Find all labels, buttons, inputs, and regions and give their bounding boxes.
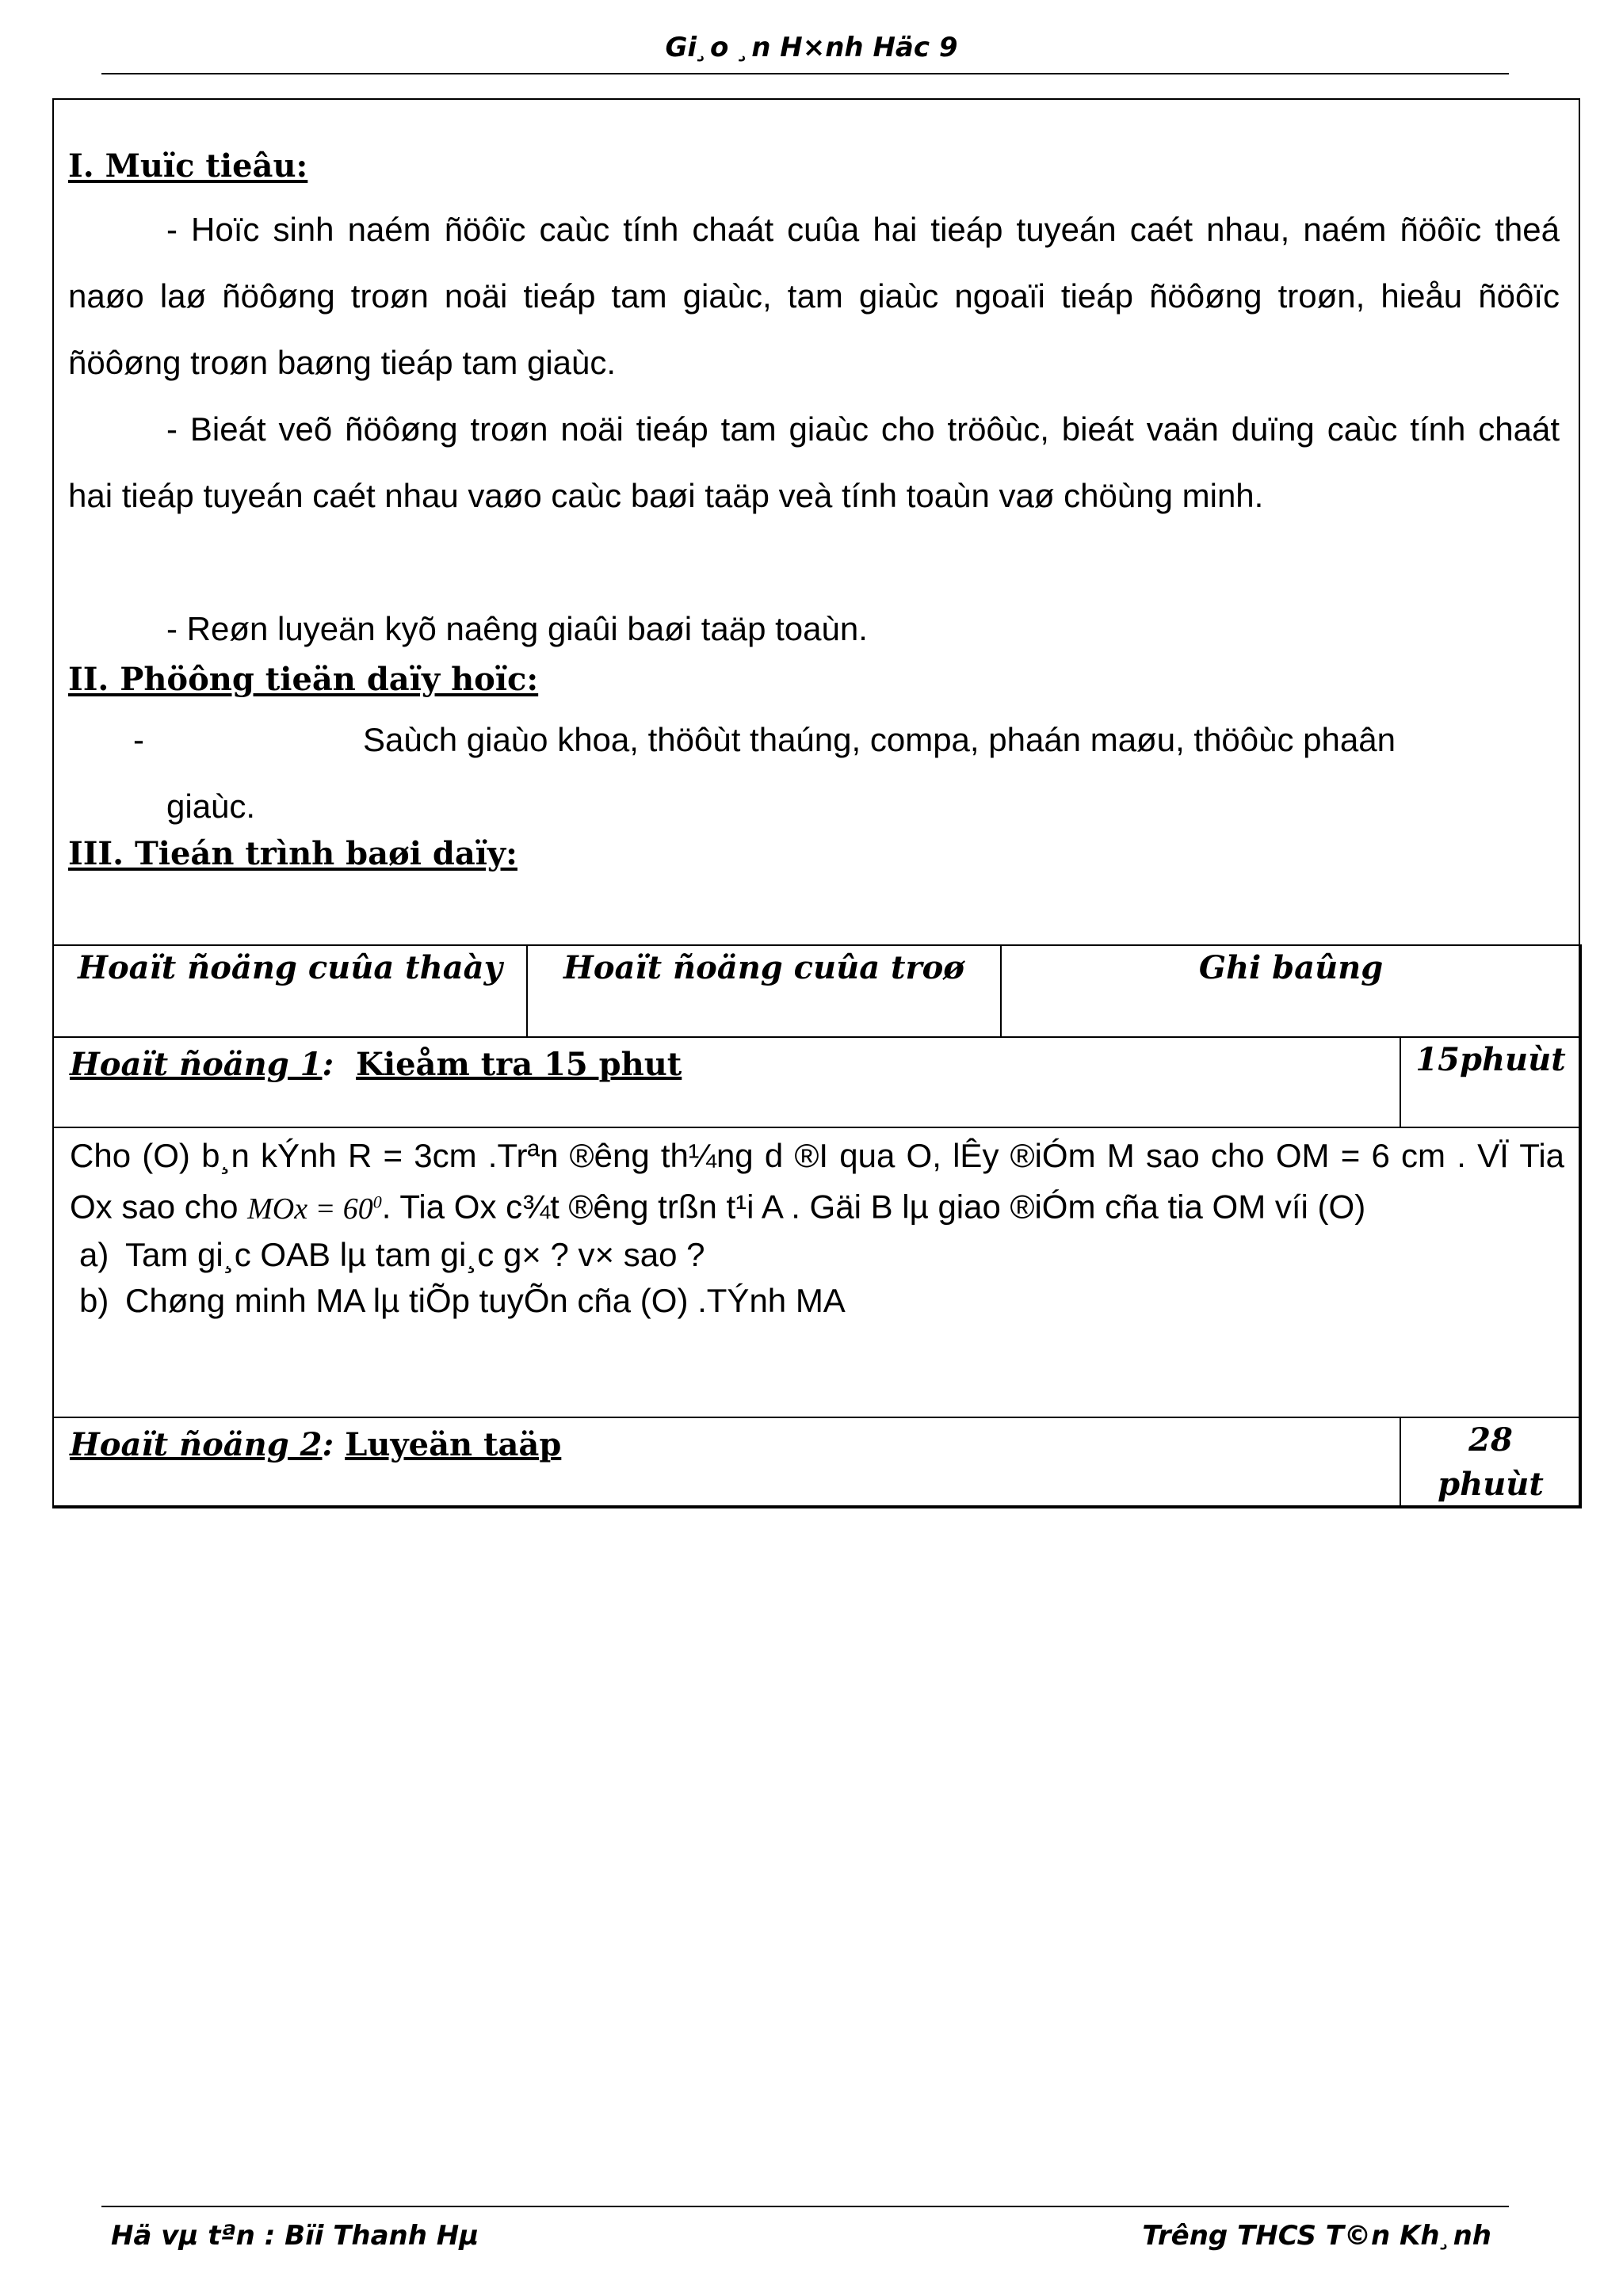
- col-header-student: Hoaït ñoäng cuûa troø: [527, 945, 1001, 1037]
- activity-2-name: Luyeän taäp: [345, 1426, 562, 1463]
- activity-1-label: Hoaït ñoäng 1: [70, 1046, 323, 1083]
- activity-1-time: 15phuùt: [1400, 1037, 1581, 1127]
- section-procedure-heading: III. Tieán trình baøi daïy:: [68, 835, 517, 872]
- activity-1-title: [53, 1037, 1400, 1127]
- activity-1-separator: :: [322, 1046, 334, 1083]
- objectives-paragraph-3: - Reøn luyeän kyõ naêng giaûi baøi taäp toaùn.: [166, 610, 868, 647]
- activity-2-title: [53, 1417, 1400, 1508]
- activity-2-separator: :: [322, 1426, 334, 1463]
- footer-school: Trêng THCS T©n Kh¸nh: [1142, 2220, 1491, 2252]
- col-header-board: Ghi baûng: [1001, 945, 1581, 1037]
- quiz-intro-text-2: . Tia Ox c¾t ®êng trßn t¹i A . Gäi B lµ giao ®iÓm cña tia OM víi (O): [381, 1188, 1366, 1226]
- activity-1-name: Kieåm tra 15 phut: [356, 1046, 682, 1083]
- section-objectives-heading: I. Muïc tieâu:: [68, 147, 308, 185]
- col-header-teacher: Hoaït ñoäng cuûa thaày: [53, 945, 527, 1037]
- objectives-paragraph-2: - Bieát veõ ñöôøng troøn noäi tieáp tam giaùc cho tröôùc, bieát vaän duïng caùc tính chaát hai tieáp tuyeán caét nhau vaøo caùc baøi taäp veà tính toaùn vaø chöùng minh.: [68, 410, 1560, 514]
- quiz-problem-statement: [70, 1133, 1564, 1232]
- angle-formula: MOx = $60^0$: [247, 1192, 382, 1226]
- quiz-problem: [53, 1127, 1581, 1417]
- header-rule: [101, 73, 1509, 74]
- activities-table: [52, 944, 1582, 1508]
- quiz-question: a) Tam gi¸c OAB lµ tam gi¸c g× ? v× sao ?: [79, 1235, 705, 1273]
- objectives-paragraph-1: - Hoïc sinh naém ñöôïc caùc tính chaát cuûa hai tieáp tuyeán caét nhau, naém ñöôïc theá naøo laø ñöôøng troøn noäi tieáp tam giaùc, tam giaùc ngoaïi tieáp ñöôøng troøn, hieåu ñöôïc ñöôøng troøn baøng tieáp tam giaùc.: [68, 211, 1560, 381]
- quiz-intro-text: Cho (O) b¸n kÝnh R = 3cm .Trªn ®êng th¼ng d ®I qua O, lÊy ®iÓm M sao cho OM = 6 cm . VÏ Tia Ox sao cho: [70, 1137, 1565, 1226]
- activity-2-label: Hoaït ñoäng 2: [70, 1426, 323, 1463]
- materials-line-1: Saùch giaùo khoa, thöôùt thaúng, compa, phaán maøu, thöôùc phaân: [363, 721, 1396, 758]
- activity-2-time: 28 phuùt: [1400, 1417, 1581, 1508]
- section-materials-heading: II. Phöông tieän daïy hoïc:: [68, 661, 539, 698]
- page-header-title: Gi¸o ¸n H×nh Häc 9: [665, 32, 958, 63]
- materials-dash: -: [133, 721, 144, 758]
- quiz-question: b) Chøng minh MA lµ tiÕp tuyÕn cña (O) .TÝnh MA: [79, 1281, 846, 1319]
- footer-author: Hä vµ tªn : Bïi Thanh Hµ: [111, 2220, 479, 2252]
- materials-line-2: giaùc.: [166, 788, 256, 825]
- quiz-questions-list: [70, 1232, 1564, 1324]
- footer-rule: [101, 2206, 1509, 2207]
